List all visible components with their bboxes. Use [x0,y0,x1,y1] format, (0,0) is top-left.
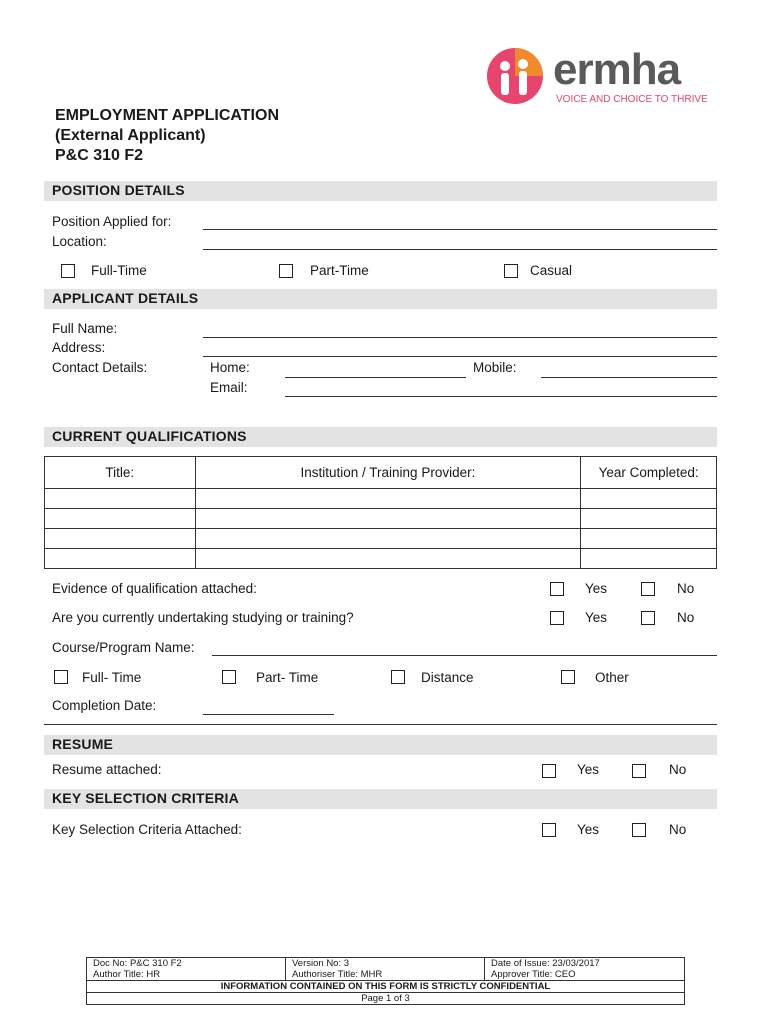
column-header-title: Title: [45,457,196,489]
qualifications-header [44,427,717,447]
part-time-label: Part-Time [310,263,369,278]
study-other-checkbox[interactable] [561,670,575,684]
table-cell[interactable] [45,509,196,529]
location-label: Location: [52,234,107,249]
divider [44,724,717,725]
footer-doc-cell [87,958,286,981]
position-applied-label: Position Applied for: [52,214,172,229]
resume-attached-label: Resume attached: [52,762,162,777]
evidence-label: Evidence of qualification attached: [52,581,257,596]
mobile-phone-field[interactable] [541,377,717,378]
position-applied-field[interactable] [203,229,717,230]
section-heading: RESUME [52,736,114,752]
column-header-year: Year Completed: [581,457,717,489]
date-of-issue: Date of Issue: 23/03/2017 [491,958,600,969]
footer-date-cell [485,958,685,981]
table-row [45,549,717,569]
mobile-label: Mobile: [473,360,517,375]
table-cell[interactable] [195,549,581,569]
resume-no-label: No [669,762,687,777]
resume-no-checkbox[interactable] [632,764,646,778]
title-line-2: (External Applicant) [55,127,206,144]
evidence-yes-checkbox[interactable] [550,582,564,596]
home-label: Home: [210,360,250,375]
qualifications-table [44,456,717,569]
table-row [45,509,717,529]
table-cell[interactable] [195,509,581,529]
study-full-time-label: Full- Time [82,670,142,685]
table-cell[interactable] [45,529,196,549]
evidence-yes-label: Yes [585,581,608,596]
study-distance-checkbox[interactable] [391,670,405,684]
study-other-label: Other [595,670,629,685]
study-distance-label: Distance [421,670,474,685]
ksc-header [44,789,717,809]
footer-row [87,981,685,993]
evidence-no-checkbox[interactable] [641,582,655,596]
table-cell[interactable] [45,549,196,569]
address-field[interactable] [203,356,717,357]
footer-row [87,993,685,1005]
studying-label: Are you currently undertaking studying or training? [52,610,354,625]
email-label: Email: [210,380,248,395]
study-part-time-label: Part- Time [256,670,319,685]
home-phone-field[interactable] [285,377,466,378]
footer-row [87,958,685,981]
table-cell[interactable] [195,529,581,549]
study-full-time-checkbox[interactable] [54,670,68,684]
resume-header [44,735,717,755]
part-time-checkbox[interactable] [279,264,293,278]
ksc-no-checkbox[interactable] [632,823,646,837]
document-footer [86,957,685,1005]
casual-label: Casual [530,263,573,278]
resume-yes-checkbox[interactable] [542,764,556,778]
studying-no-label: No [677,610,695,625]
approver-title: Approver Title: CEO [491,969,576,980]
column-header-institution: Institution / Training Provider: [195,457,581,489]
contact-details-label: Contact Details: [52,360,148,375]
casual-checkbox[interactable] [504,264,518,278]
author-title: Author Title: HR [93,969,161,980]
logo-tagline: VOICE AND CHOICE TO THRIVE [556,94,708,105]
section-heading: APPLICANT DETAILS [52,290,199,306]
full-name-label: Full Name: [52,321,118,336]
course-name-field[interactable] [212,655,717,656]
confidential-notice: INFORMATION CONTAINED ON THIS FORM IS STRICTLY CONFIDENTIAL [87,981,685,993]
course-name-label: Course/Program Name: [52,640,195,655]
address-label: Address: [52,340,106,355]
studying-yes-checkbox[interactable] [550,611,564,625]
page-title [55,106,279,166]
ksc-no-label: No [669,822,687,837]
table-row [45,489,717,509]
ksc-yes-label: Yes [577,822,600,837]
applicant-details-header [44,289,717,309]
table-row [45,529,717,549]
studying-no-checkbox[interactable] [641,611,655,625]
page-number: Page 1 of 3 [87,993,685,1005]
version-number: Version No: 3 [292,958,350,969]
table-cell[interactable] [581,509,717,529]
ermha-logo [485,46,715,108]
ksc-yes-checkbox[interactable] [542,823,556,837]
full-time-checkbox[interactable] [61,264,75,278]
section-heading: CURRENT QUALIFICATIONS [52,428,247,444]
logo-wordmark: ermha [553,45,681,94]
table-cell[interactable] [195,489,581,509]
table-header-row [45,457,717,489]
position-details-header [44,181,717,201]
table-cell[interactable] [581,529,717,549]
doc-number: Doc No: P&C 310 F2 [93,958,182,969]
title-line-3: P&C 310 F2 [55,147,144,164]
study-part-time-checkbox[interactable] [222,670,236,684]
full-name-field[interactable] [203,337,717,338]
completion-date-field[interactable] [203,714,334,715]
resume-yes-label: Yes [577,762,600,777]
table-cell[interactable] [581,549,717,569]
evidence-no-label: No [677,581,695,596]
footer-version-cell [286,958,485,981]
section-heading: KEY SELECTION CRITERIA [52,790,239,806]
authoriser-title: Authoriser Title: MHR [292,969,383,980]
email-field[interactable] [285,396,717,397]
studying-yes-label: Yes [585,610,608,625]
table-cell[interactable] [581,489,717,509]
ksc-attached-label: Key Selection Criteria Attached: [52,822,242,837]
title-line-1: EMPLOYMENT APPLICATION [55,107,279,124]
location-field[interactable] [203,249,717,250]
completion-date-label: Completion Date: [52,698,157,713]
table-cell[interactable] [45,489,196,509]
section-heading: POSITION DETAILS [52,182,185,198]
full-time-label: Full-Time [91,263,147,278]
